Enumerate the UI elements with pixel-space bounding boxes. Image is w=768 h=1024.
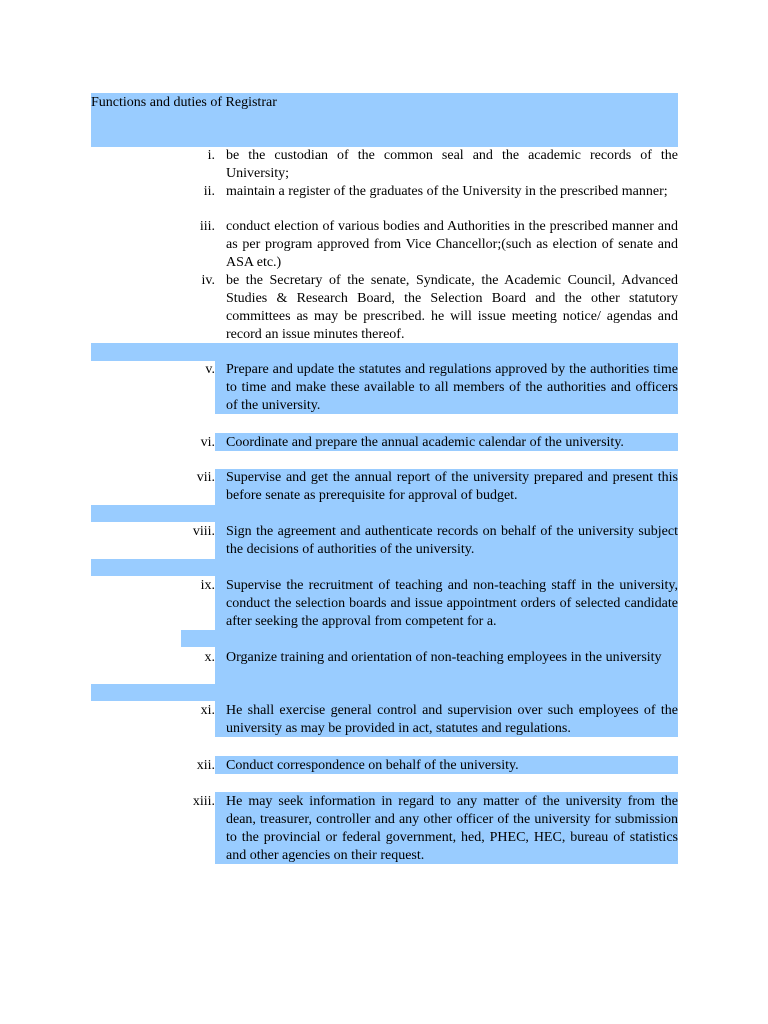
item-number: viii. [192,524,215,539]
list-item [150,702,678,738]
item-text: Organize training and orientation of non-teaching employees in the university [226,650,662,665]
item-number: vii. [196,470,215,485]
item-number: ix. [200,578,215,593]
list-item [150,757,678,775]
highlight-band-3 [91,559,678,576]
item-number: ii. [203,184,215,199]
item-text: be the Secretary of the senate, Syndicate, the Academic Council, Advanced Studies & Research Board, the Selection Board and the other statutory committees as may be prescribed. he will issue meeting notice/ agendas and record an issue minutes thereof. [226,273,678,342]
list-item [150,523,678,559]
highlight-band-1 [91,343,678,361]
item-number: i. [207,148,215,163]
item-number: xii. [196,758,215,773]
item-text: He shall exercise general control and supervision over such employees of the university as may be provided in act, statutes and regulations. [226,703,678,736]
item-text: Supervise and get the annual report of the university prepared and present this before senate as prerequisite for approval of budget. [226,470,678,503]
item-number: iii. [199,219,215,234]
item-text: Conduct correspondence on behalf of the university. [226,758,519,773]
item-number: v. [205,362,215,377]
list-item [150,793,678,865]
item-number: xiii. [192,794,215,809]
list-item [150,272,678,344]
item-text: Prepare and update the statutes and regulations approved by the authorities time to time and make these available to all members of the authorities and officers of the university. [226,362,678,413]
highlight-band-5 [91,684,678,701]
list-item [150,361,678,415]
highlight-band-4 [181,630,678,647]
item-text: conduct election of various bodies and Authorities in the prescribed manner and as per program approved from Vice Chancellor;(such as election of senate and ASA etc.) [226,219,678,270]
item-text: He may seek information in regard to any matter of the university from the dean, treasurer, controller and any other officer of the university for submission to the provincial or federal government, hed, PHEC, HEC, bureau of statistics and other agencies on their request. [226,794,678,863]
highlight-band-2 [91,505,678,522]
item-number: iv. [201,273,215,288]
item-text: Supervise the recruitment of teaching and non-teaching staff in the university, conduct the selection boards and issue appointment orders of selected candidate after seeking the approval from competent for a. [226,578,678,629]
item-number: xi. [200,703,215,718]
item-text: be the custodian of the common seal and the academic records of the University; [226,148,678,181]
item-text: Coordinate and prepare the annual academic calendar of the university. [226,435,624,450]
list-item [150,183,678,201]
document-title: Functions and duties of Registrar [91,95,277,110]
list-item [150,469,678,505]
list-item [150,577,678,631]
item-number: x. [204,650,215,665]
item-text: Sign the agreement and authenticate records on behalf of the university subject the decisions of authorities of the university. [226,524,678,557]
list-item [150,649,678,667]
item-text: maintain a register of the graduates of the University in the prescribed manner; [226,184,668,199]
list-item [150,218,678,272]
list-item [150,434,678,452]
list-item [150,147,678,183]
item-number: vi. [200,435,215,450]
